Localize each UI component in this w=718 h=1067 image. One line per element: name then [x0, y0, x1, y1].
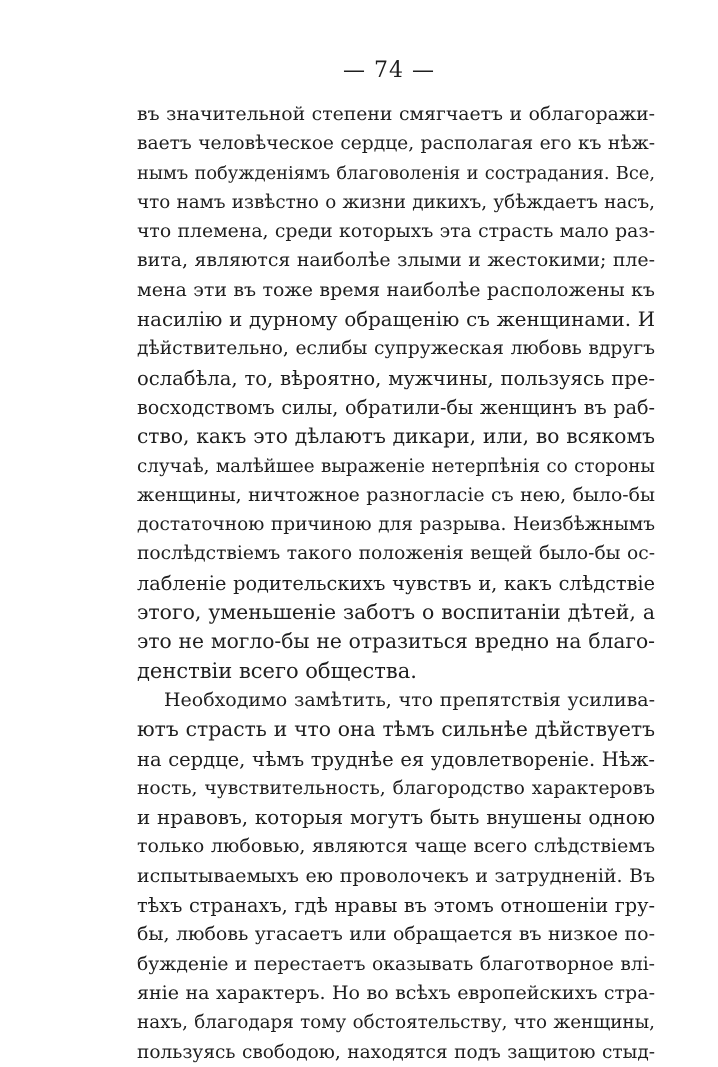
text-line: этого, уменьшеніе заботъ о воспитаніи дѣтей, а: [137, 600, 655, 625]
text-line: бы, любовь угасаетъ или обращается въ низкое по-: [137, 923, 655, 946]
text-line: что племена, среди которыхъ эта страсть мало раз-: [137, 221, 655, 243]
text-line: насилію и дурному обращенію съ женщинами. И: [137, 308, 655, 332]
text-line: достаточною причиною для разрыва. Неизбѣжнымъ: [137, 514, 655, 536]
text-line: денствіи всего общества.: [137, 658, 417, 683]
text-line: женщины, ничтожное разногласіе съ нею, было-бы: [137, 484, 655, 506]
text-line: яніе на характеръ. Но во всѣхъ европейскихъ стра-: [137, 981, 655, 1004]
text-line: пользуясь свободою, находятся подъ защитою стыд-: [137, 1041, 655, 1063]
paragraph-1: [137, 100, 655, 686]
text-line: бужденіе и перестаетъ оказывать благотворное влі-: [137, 953, 655, 975]
text-line: восходствомъ силы, обратили-бы женщинъ въ раб-: [137, 395, 655, 419]
text-line: въ значительной степени смягчаетъ и облагоражи-: [137, 104, 655, 125]
text-line: и нравовъ, которыя могутъ быть внушены одною: [137, 806, 655, 830]
text-line: случаѣ, малѣйшее выраженіе нетерпѣнія со стороны: [137, 455, 655, 477]
text-line: на сердце, чѣмъ труднѣе ея удовлетвореніе. Нѣж-: [137, 747, 655, 771]
text-line: вита, являются наиболѣе злыми и жестокими; пле-: [137, 249, 655, 272]
text-line: дѣйствительно, еслибы супружеская любовь вдругъ: [137, 338, 655, 360]
text-line: это не могло-бы не отразиться вредно на благо-: [137, 629, 655, 654]
text-line: ность, чувствительность, благородство характеровъ: [137, 777, 655, 799]
text-line: Необходимо замѣтить, что препятствія усилива-: [164, 688, 655, 711]
text-line: нымъ побужденіямъ благоволенія и сострадания. Все,: [137, 162, 655, 184]
text-line: ваетъ человѣческое сердце, располагая его къ нѣж-: [137, 133, 655, 155]
text-line: ство, какъ это дѣлаютъ дикари, или, во всякомъ: [137, 424, 655, 449]
text-line: лабленіе родительскихъ чувствъ и, какъ слѣдствіе: [137, 571, 655, 595]
text-line: только любовью, являются чаще всего слѣдствіемъ: [137, 835, 655, 858]
text-line: ослабѣла, то, вѣроятно, мужчины, пользуясь пре-: [137, 366, 655, 390]
text-line: испытываемыхъ ею проволочекъ и затрудненій. Въ: [137, 864, 655, 887]
text-line: что намъ извѣстно о жизни дикихъ, убѣждаетъ насъ,: [137, 191, 655, 213]
body-text: [137, 100, 655, 1067]
paragraph-2: [137, 686, 655, 1067]
text-line: мена эти въ тоже время наиболѣе расположены къ: [137, 278, 655, 301]
text-line: нахъ, благодаря тому обстоятельству, что женщины,: [137, 1012, 655, 1034]
page-number: — 74 —: [343, 58, 435, 83]
text-line: тѣхъ странахъ, гдѣ нравы въ этомъ отношеніи гру-: [137, 894, 655, 918]
text-line: послѣдствіемъ такого положенія вещей было-бы ос-: [137, 543, 655, 565]
text-line: ютъ страсть и что она тѣмъ сильнѣе дѣйствуетъ: [137, 717, 655, 742]
